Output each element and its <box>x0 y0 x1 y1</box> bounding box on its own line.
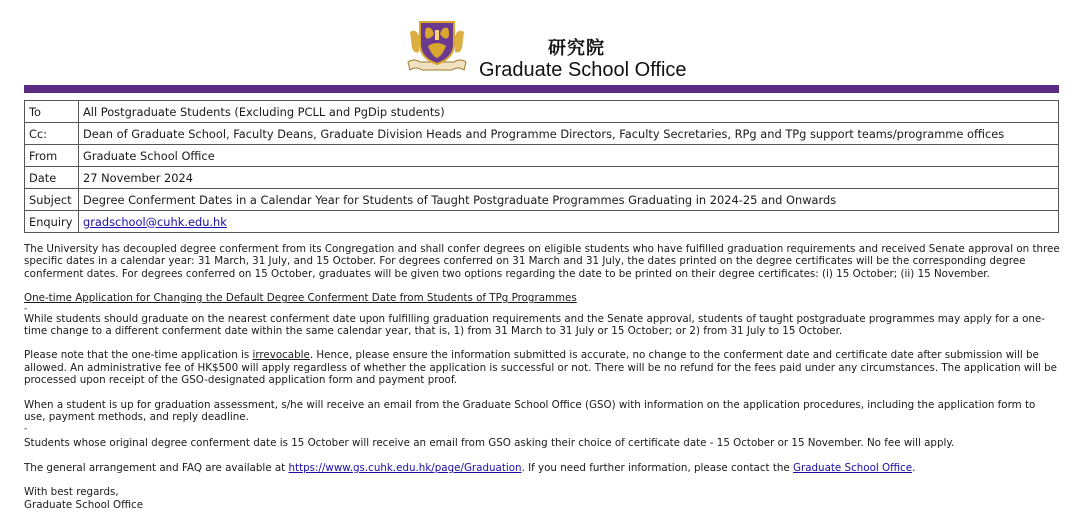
page-header <box>0 14 1080 81</box>
enquiry-email-link[interactable]: gradschool@cuhk.edu.hk <box>83 214 227 229</box>
memo-label: Enquiry <box>25 211 79 233</box>
page-title-chinese: 研究院 <box>548 38 605 59</box>
memo-label: Subject <box>25 189 79 211</box>
memo-row-date <box>25 167 1059 189</box>
memo-label: Cc: <box>25 123 79 145</box>
section-heading: One-time Application for Changing the Default Degree Conferment Date from Students of TPg Programmes <box>24 292 577 305</box>
irrevocable-emphasis: irrevocable <box>252 349 310 362</box>
body-paragraph: The University has decoupled degree conferment from its Congregation and shall confer degrees on eligible students who have fulfilled graduation requirements and received Senate approval on three specific dates in a calendar year: 31 March, 31 July, and 15 October. For degrees conferred on 31 March and 31 July, the dates printed on the degree certificates will be the corresponding degree conferment dates. For degrees conferred on 15 October, graduates will be given two options regarding the date to be printed on their degree certificates: (i) 15 October; (ii) 15 November. <box>24 243 1060 280</box>
stray-mark: - <box>24 303 28 314</box>
closing-block <box>24 486 1060 511</box>
text-run: . If you need further information, please contact the <box>521 461 793 474</box>
stray-mark: - <box>24 424 28 435</box>
memo-header-table <box>24 100 1059 233</box>
header-divider-bar <box>24 85 1059 93</box>
memo-value: All Postgraduate Students (Excluding PCLL and PgDip students) <box>79 101 1059 123</box>
memo-value: Dean of Graduate School, Faculty Deans, Graduate Division Heads and Programme Directors, Faculty Secretaries, RPg and TPg support teams/programme offices <box>79 123 1059 145</box>
memo-value: Graduate School Office <box>79 145 1059 167</box>
memo-body <box>24 243 1060 511</box>
gso-contact-link[interactable]: Graduate School Office <box>793 461 913 474</box>
memo-row-from <box>25 145 1059 167</box>
cuhk-crest-logo <box>406 18 468 72</box>
text-run: Please note that the one-time application is <box>24 349 253 362</box>
body-paragraph: Students whose original degree conferment date is 15 October will receive an email from GSO asking their choice of certificate date - 15 October or 15 November. No fee will apply. <box>24 437 955 450</box>
memo-value: 27 November 2024 <box>79 167 1059 189</box>
text-run: . <box>912 461 916 474</box>
memo-value <box>79 211 1059 233</box>
memo-row-to <box>25 101 1059 123</box>
body-paragraph: When a student is up for graduation assessment, s/he will receive an email from the Graduate School Office (GSO) with information on the application procedures, including the application form to use, payment methods, and reply deadline. <box>24 398 1036 424</box>
page-title: Graduate School Office <box>479 59 687 81</box>
memo-label: To <box>25 101 79 123</box>
body-paragraph <box>24 349 1060 386</box>
graduation-page-link[interactable]: https://www.gs.cuhk.edu.hk/page/Graduation <box>288 461 522 474</box>
memo-row-subject <box>25 189 1059 211</box>
memo-value: Degree Conferment Dates in a Calendar Year for Students of Taught Postgraduate Programmes Graduating in 2024-25 and Onwards <box>79 189 1059 211</box>
memo-row-enquiry <box>25 211 1059 233</box>
closing-text: With best regards, <box>24 486 119 499</box>
memo-row-cc <box>25 123 1059 145</box>
memo-label: From <box>25 145 79 167</box>
body-paragraph <box>24 462 1060 474</box>
text-run: . Hence, please ensure the information submitted is accurate, no change to the conferment date and certificate date after submission will be allowed. An administrative fee of HK$500 will apply regardless of whether the application is successful or not. There will be no refund for the fees paid under any circumstances. The application will be processed upon receipt of the GSO-designated application form and payment proof. <box>24 349 1058 387</box>
text-run: The general arrangement and FAQ are available at <box>24 461 289 474</box>
memo-label: Date <box>25 167 79 189</box>
signature-text: Graduate School Office <box>24 498 144 511</box>
body-paragraph: While students should graduate on the nearest conferment date upon fulfilling graduation requirements and the Senate approval, students of taught postgraduate programmes may apply for a one-time change to a different conferment date within the same calendar year, that is, 1) from 31 March to 31 July or 15 October; or 2) from 31 July to 15 October. <box>24 312 1045 338</box>
